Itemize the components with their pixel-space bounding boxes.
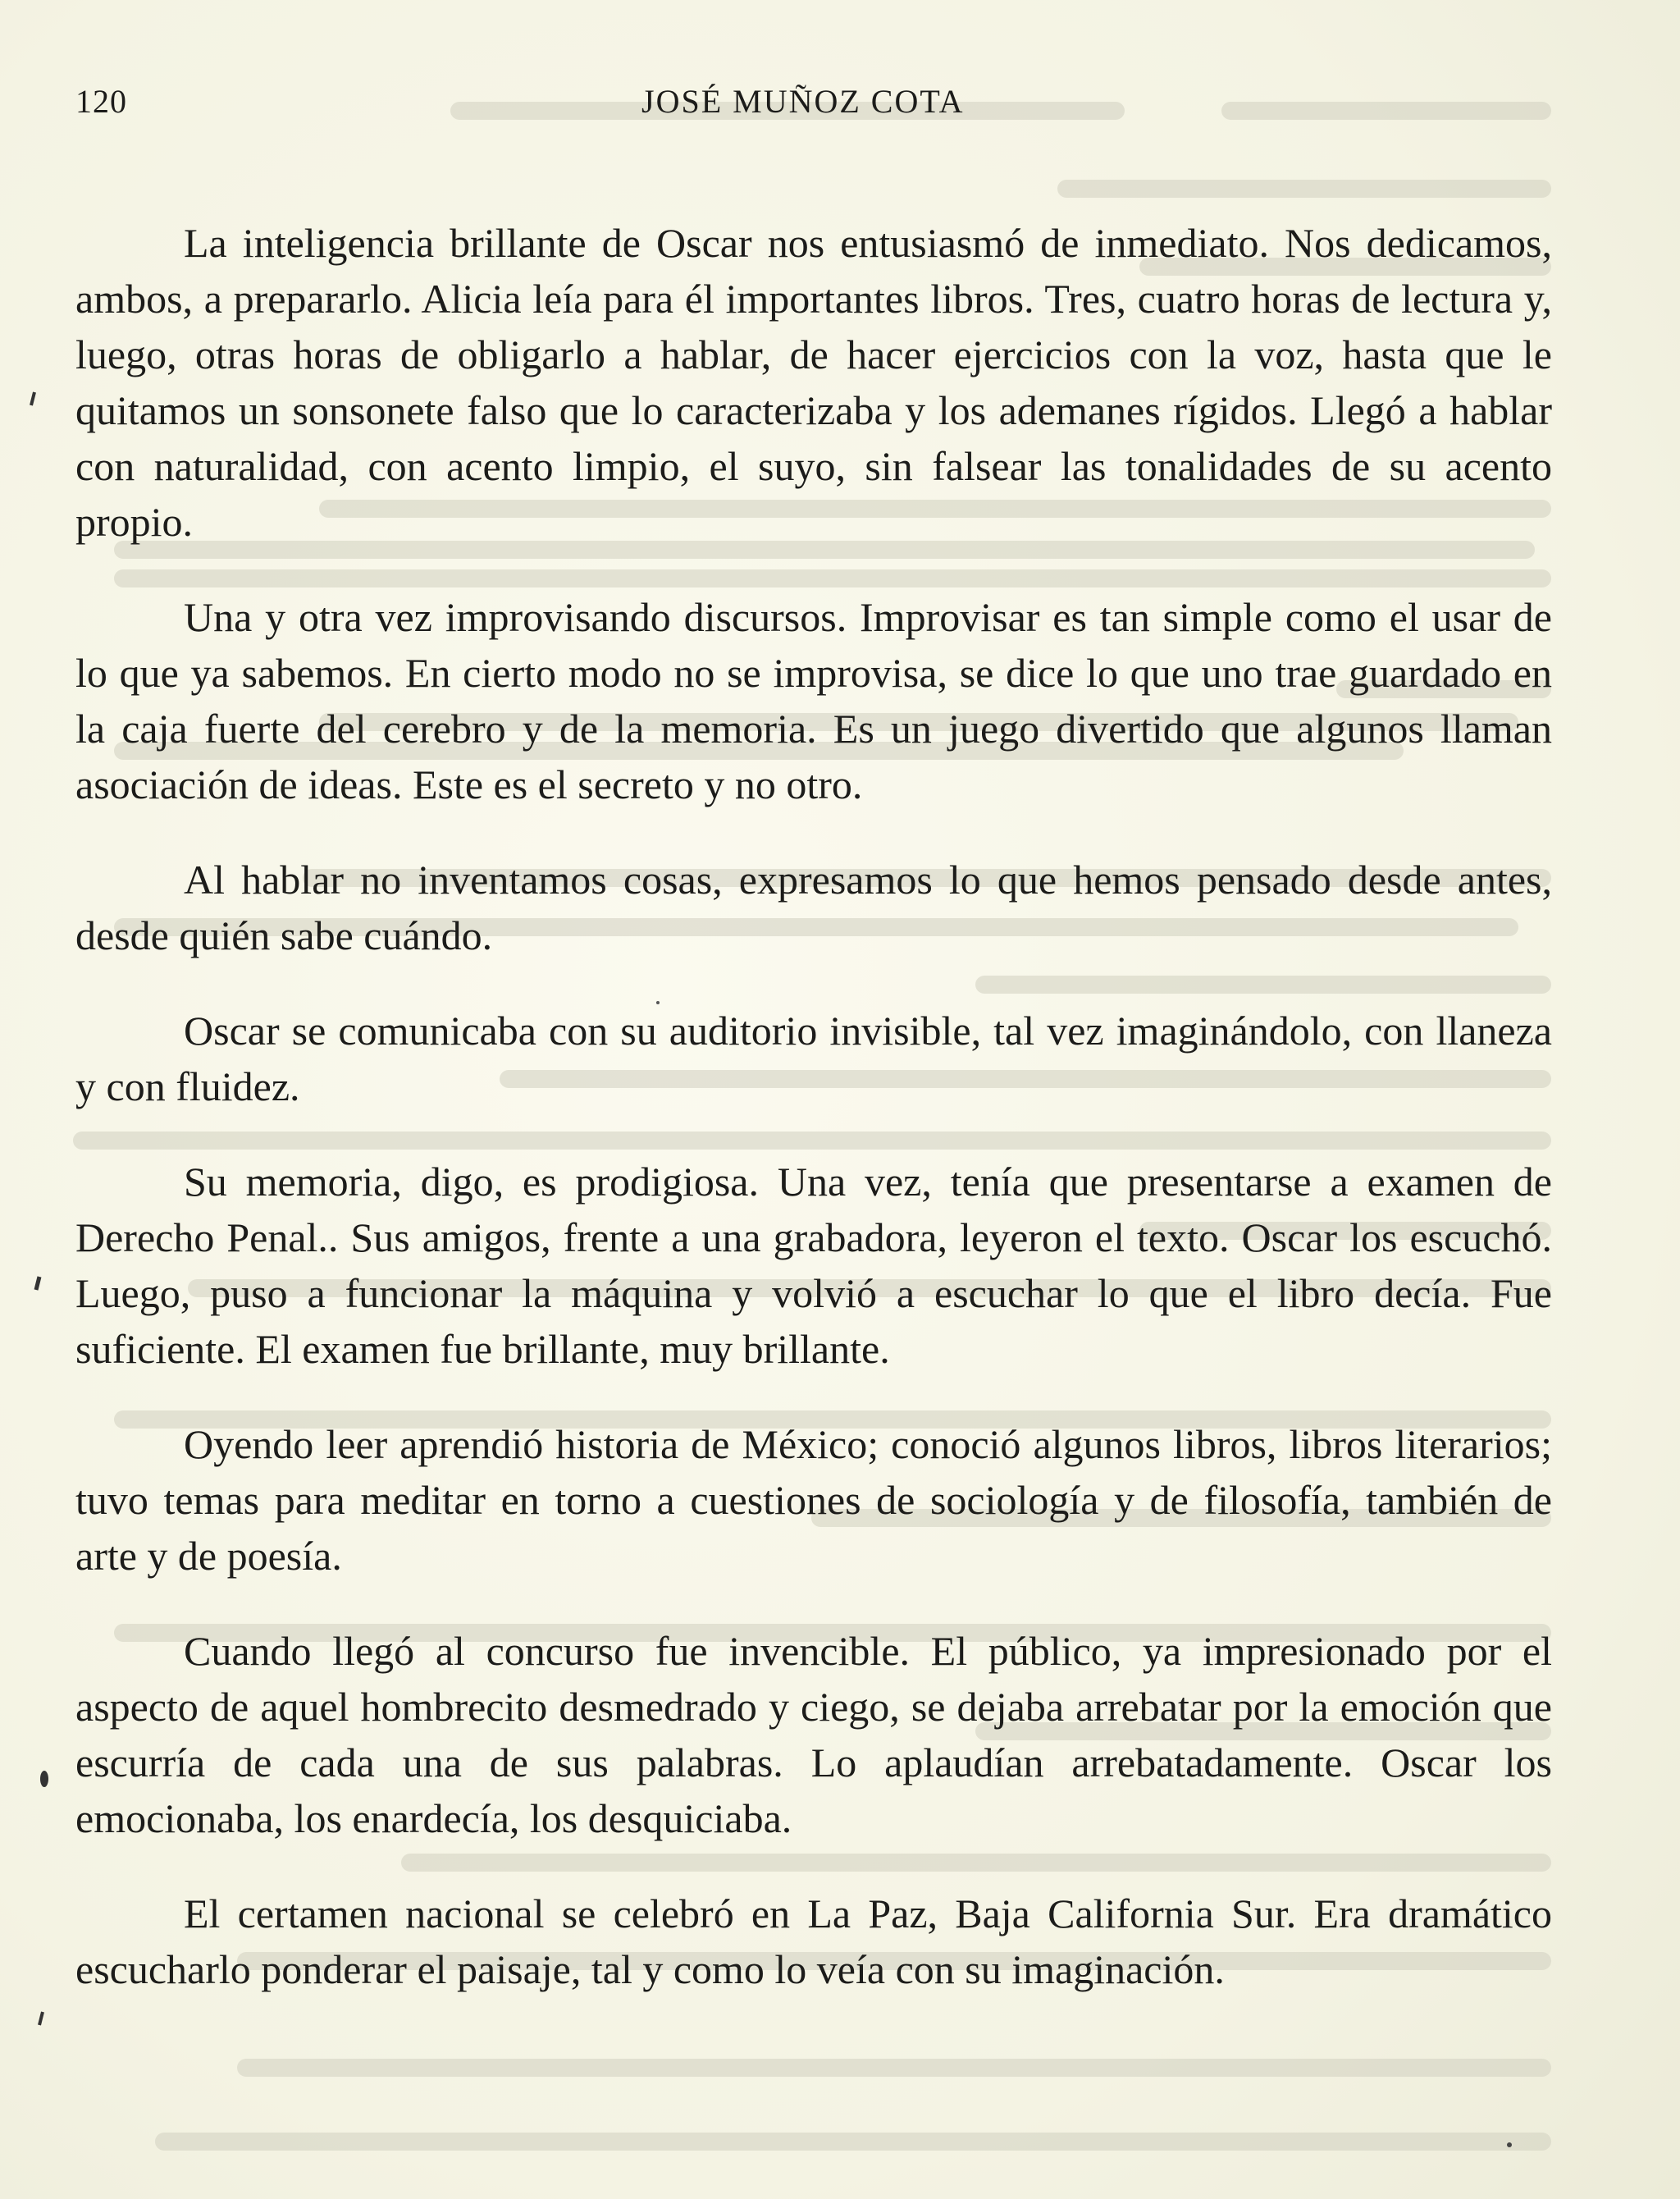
margin-tick-mark [1507, 2142, 1512, 2147]
page-number: 120 [75, 83, 127, 120]
margin-tick-mark [40, 1771, 48, 1787]
paragraph: Oyendo leer aprendió historia de México; conoció algunos libros, libros literarios; tuvo temas para meditar en torno a cuestiones de sociología y de filosofía, también de arte y de poesía. [75, 1421, 1552, 1579]
paragraph: Al hablar no inventamos cosas, expresamos lo que hemos pensado desde antes, desde quién sabe cuándo. [75, 857, 1552, 958]
margin-tick-mark [36, 1277, 39, 1290]
paragraph: Su memoria, digo, es prodigiosa. Una vez, tenía que presentarse a examen de Derecho Penal.. Sus amigos, frente a una grabadora, leyeron el texto. Oscar los escuchó. Luego, puso a funcionar la máquina y volvió a escuchar lo que el libro decía. Fue suficiente. El examen fue brillante, muy brillante. [75, 1159, 1552, 1372]
paragraph: Oscar se comunicaba con su auditorio invisible, tal vez imaginándolo, con llaneza y con fluidez. [75, 1008, 1552, 1109]
paragraph: Cuando llegó al concurso fue invencible. El público, ya impresionado por el aspecto de aquel hombrecito desmedrado y ciego, se dejaba arrebatar por la emoción que escurría de cada una de sus palabras. Lo aplaudían arrebatadamente. Oscar los emocionaba, los enardecía, los desquiciaba. [75, 1628, 1552, 1841]
paragraph: La inteligencia brillante de Oscar nos entusiasmó de inmediato. Nos dedicamos, ambos, a prepararlo. Alicia leía para él importantes libros. Tres, cuatro horas de lectura y, luego, otras horas de obligarlo a hablar, de hacer ejercicios con la voz, hasta que le quitamos un sonsonete falso que lo caracterizaba y los ademanes rígidos. Llegó a hablar con naturalidad, con acento limpio, el suyo, sin falsear las tonalidades de su acento propio. [75, 220, 1552, 545]
paragraph: El certamen nacional se celebró en La Paz, Baja California Sur. Era dramático escucharlo ponderar el paisaje, tal y como lo veía con su imaginación. [75, 1890, 1552, 1992]
margin-tick-mark [31, 392, 34, 405]
paragraph: Una y otra vez improvisando discursos. Improvisar es tan simple como el usar de lo que ya sabemos. En cierto modo no se improvisa, se dice lo que uno trae guardado en la caja fuerte del cerebro y de la memoria. Es un juego divertido que algunos llaman asociación de ideas. Este es el secreto y no otro. [75, 594, 1552, 807]
page-header [75, 82, 1552, 131]
margin-tick-mark [39, 2012, 43, 2025]
body-text [75, 215, 1552, 2037]
running-head: JOSÉ MUÑOZ COTA [641, 83, 965, 120]
